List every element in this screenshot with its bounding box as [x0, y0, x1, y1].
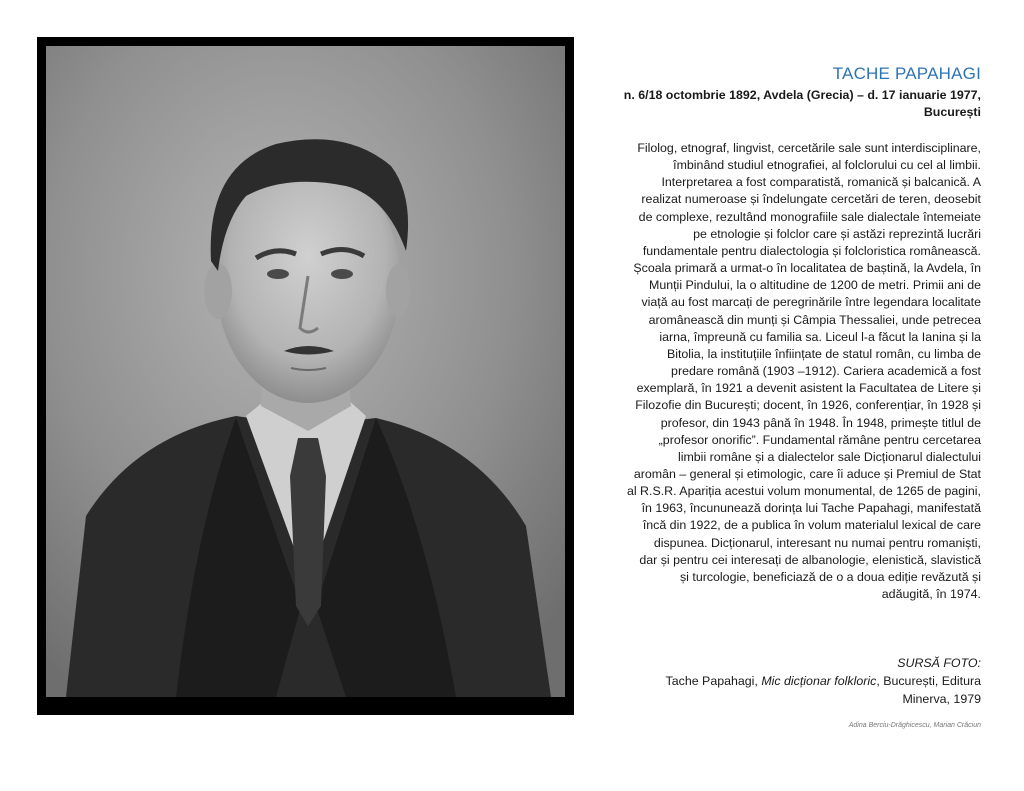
bio-line: profesor, din 1943 până în 1948. În 1948, primește titlul de — [660, 415, 981, 430]
bio-line: Interpretarea a fost comparatistă, romanică și balcanică. A — [661, 175, 981, 190]
bio-line: de complexe, rezultând monografiile sale dialectale întemeiate — [638, 209, 981, 224]
bio-line: îmbinând studiul etnografiei, al folclorului cu cel al limbii. — [673, 158, 981, 173]
bio-line: Munții Pindului, la o altitudine de 1200 de metri. Primii ani de — [649, 278, 981, 293]
source-author: Tache Papahagi, — [665, 674, 762, 688]
bio-line: viață au fost marcați de peregrinările între legendara localitate — [641, 295, 981, 310]
birth-death-dates — [600, 87, 981, 121]
source-book-title: Mic dicționar folkloric — [761, 674, 877, 688]
bio-line: Filozofie din București; docent, în 1926, conferențiar, în 1928 și — [635, 398, 981, 413]
bio-line: dar și pentru cei interesați de albanologie, elenistică, slavistică — [639, 552, 981, 567]
bio-line: Școala primară a urmat-o în localitatea de baștină, la Avdela, în — [633, 261, 981, 276]
portrait-illustration — [46, 46, 565, 697]
bio-line: realizat numeroase și îndelungate cercetări de teren, deosebit — [641, 192, 981, 207]
dates-line-1: n. 6/18 octombrie 1892, Avdela (Grecia) – d. 17 ianuarie 1977, — [623, 88, 981, 102]
photo-source — [600, 654, 981, 708]
bio-line: predare română (1903 –1912). Cariera academică a fost — [671, 364, 981, 379]
bio-line: încă din 1922, de a publica în volum materialul lexical de care — [642, 518, 981, 533]
bio-line: adăugită, în 1974. — [881, 587, 981, 602]
authors-credit: Adina Berciu-Drăghicescu, Marian Crăciun — [848, 722, 981, 729]
bio-line: limbii române și a dialectelor sale Dicționarul dialectului — [677, 449, 981, 464]
source-citation-line-2: Minerva, 1979 — [902, 692, 981, 706]
text-column — [600, 63, 981, 603]
portrait-photo — [46, 46, 565, 697]
photo-frame — [37, 37, 574, 715]
bio-line: Filolog, etnograf, lingvist, cercetările sale sunt interdisciplinare, — [637, 141, 981, 155]
bio-line: dispunea. Dicționarul, interesant nu numai pentru romaniști, — [653, 535, 981, 550]
bio-line: aromânească din munți și Câmpia Thessaliei, unde petrecea — [648, 312, 981, 327]
bio-line: și turcologie, beneficiază de o a doua ediție revăzută și — [679, 569, 981, 584]
source-heading: SURSĂ FOTO: — [897, 656, 981, 670]
bio-line: exemplară, în 1921 a devenit asistent la Facultatea de Litere și — [636, 381, 981, 396]
person-name-title: TACHE PAPAHAGI — [832, 64, 981, 83]
biography-paragraph — [600, 140, 981, 603]
bio-line: pe etnologie și folclor care și astăzi reprezintă lucrări — [693, 226, 981, 241]
bio-line: al R.S.R. Apariția acestui volum monumental, de 1265 de pagini, — [626, 484, 981, 499]
source-citation-line-1 — [600, 672, 981, 690]
bio-line: aromân – general și etimologic, care îi aduce și Premiul de Stat — [633, 466, 981, 481]
source-publisher: , București, Editura — [876, 674, 981, 688]
bio-line: în 1963, încununează dorința lui Tache Papahagi, manifestată — [641, 501, 981, 516]
bio-line: iarna, împreună cu familia sa. Liceul l-a făcut la Ianina și la — [659, 329, 981, 344]
dates-line-2: București — [923, 105, 981, 119]
bio-line: „profesor onorific”. Fundamental rămâne pentru cercetarea — [658, 432, 981, 447]
bio-line: fundamentale pentru dialectologia și folcloristica românească. — [642, 243, 981, 258]
bio-line: Bitolia, la instituțiile înființate de statul român, cu limba de — [666, 346, 981, 361]
